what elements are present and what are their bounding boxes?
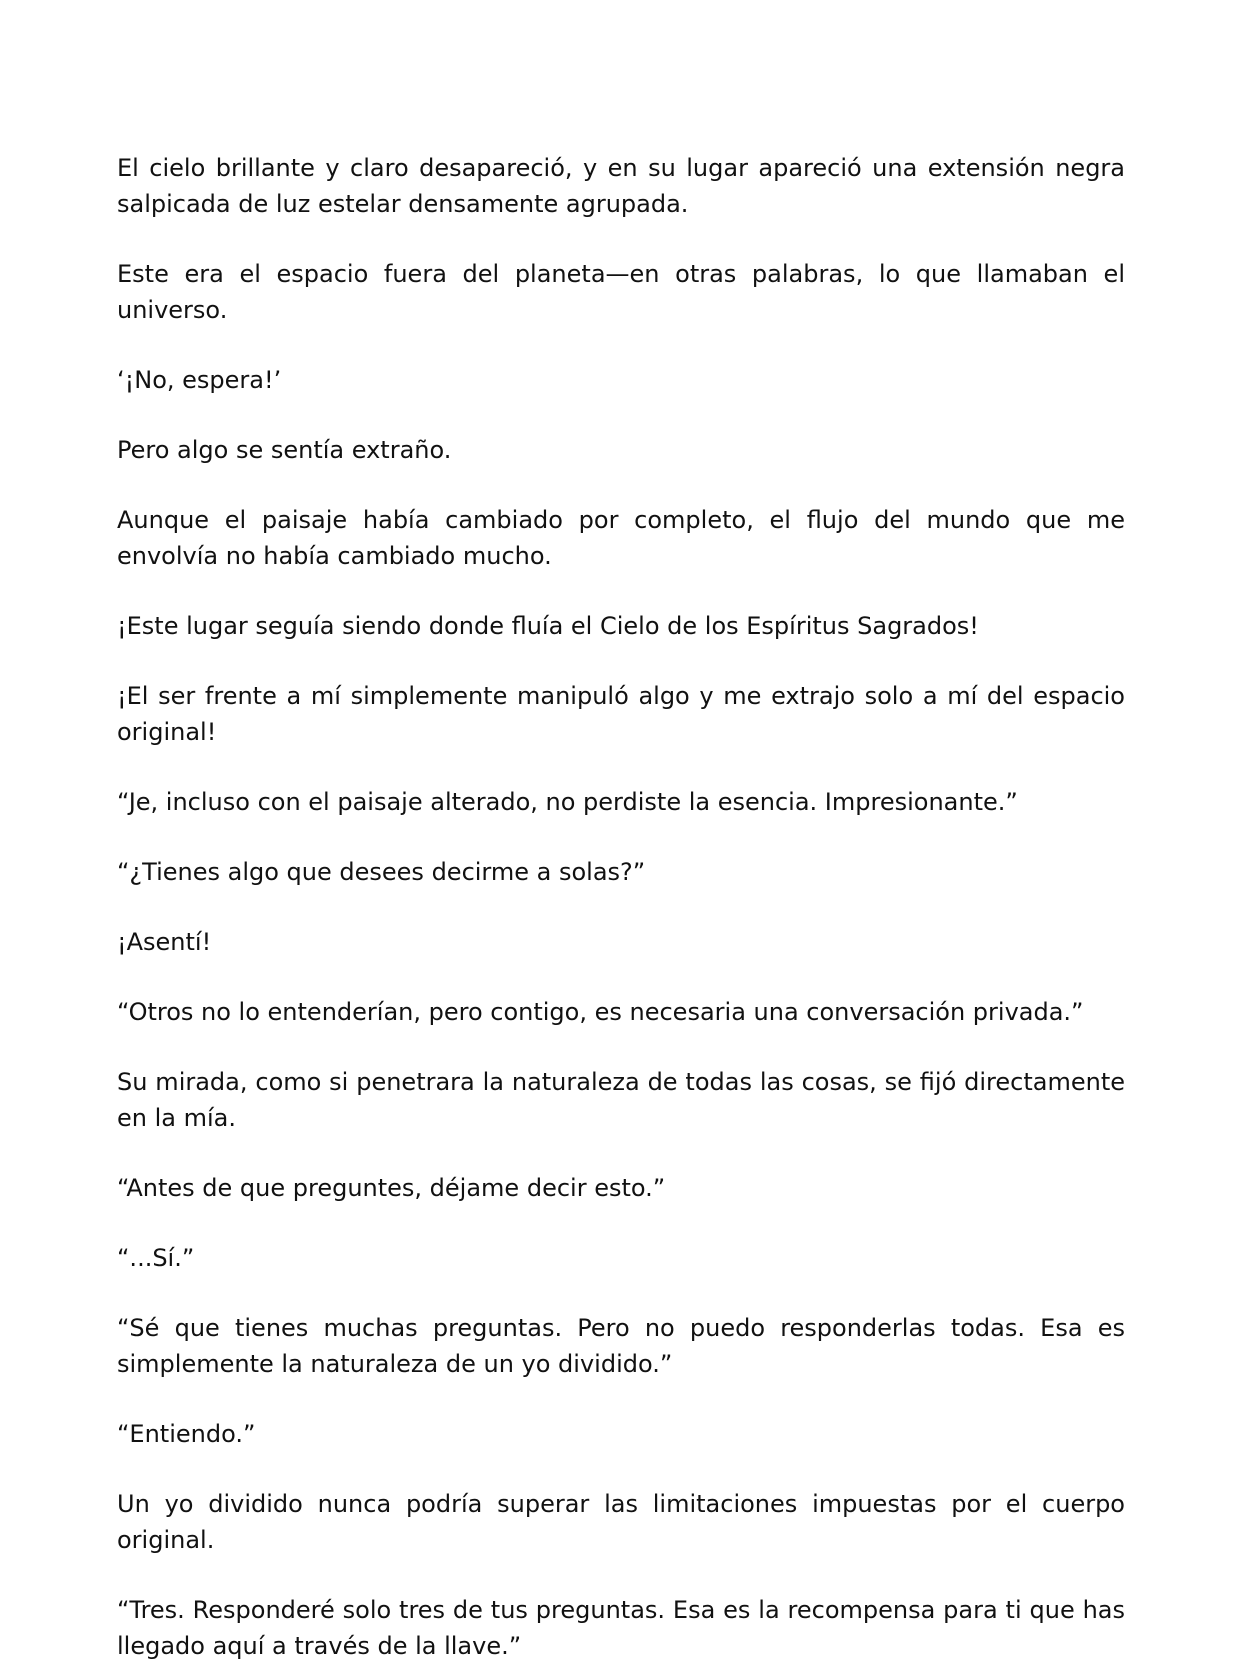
paragraph: Su mirada, como si penetrara la naturaleza de todas las cosas, se fijó directamente en la mía. bbox=[117, 1068, 1125, 1132]
paragraph: “Tres. Responderé solo tres de tus preguntas. Esa es la recompensa para ti que has llegado aquí a través de la llave.” bbox=[117, 1596, 1125, 1660]
paragraph: Este era el espacio fuera del planeta—en otras palabras, lo que llamaban el universo. bbox=[117, 260, 1125, 324]
paragraph: ¡Este lugar seguía siendo donde fluía el Cielo de los Espíritus Sagrados! bbox=[117, 612, 979, 640]
paragraph: Un yo dividido nunca podría superar las limitaciones impuestas por el cuerpo original. bbox=[117, 1490, 1125, 1554]
document-page bbox=[117, 150, 1125, 1664]
paragraph: El cielo brillante y claro desapareció, y en su lugar apareció una extensión negra salpicada de luz estelar densamente agrupada. bbox=[117, 154, 1125, 218]
paragraph: ‘¡No, espera!’ bbox=[117, 366, 282, 394]
paragraph: “Otros no lo entenderían, pero contigo, es necesaria una conversación privada.” bbox=[117, 998, 1084, 1026]
paragraph: “...Sí.” bbox=[117, 1244, 195, 1272]
paragraph: Pero algo se sentía extraño. bbox=[117, 436, 452, 464]
paragraph: ¡El ser frente a mí simplemente manipuló algo y me extrajo solo a mí del espacio original! bbox=[117, 682, 1125, 746]
paragraph: “Sé que tienes muchas preguntas. Pero no puedo responderlas todas. Esa es simplemente la naturaleza de un yo dividido.” bbox=[117, 1314, 1125, 1378]
paragraph: “¿Tienes algo que desees decirme a solas?” bbox=[117, 858, 646, 886]
paragraph: ¡Asentí! bbox=[117, 928, 212, 956]
paragraph: “Entiendo.” bbox=[117, 1420, 256, 1448]
paragraph: “Je, incluso con el paisaje alterado, no perdiste la esencia. Impresionante.” bbox=[117, 788, 1018, 816]
paragraph: “Antes de que preguntes, déjame decir esto.” bbox=[117, 1174, 666, 1202]
paragraph: Aunque el paisaje había cambiado por completo, el flujo del mundo que me envolvía no había cambiado mucho. bbox=[117, 506, 1125, 570]
